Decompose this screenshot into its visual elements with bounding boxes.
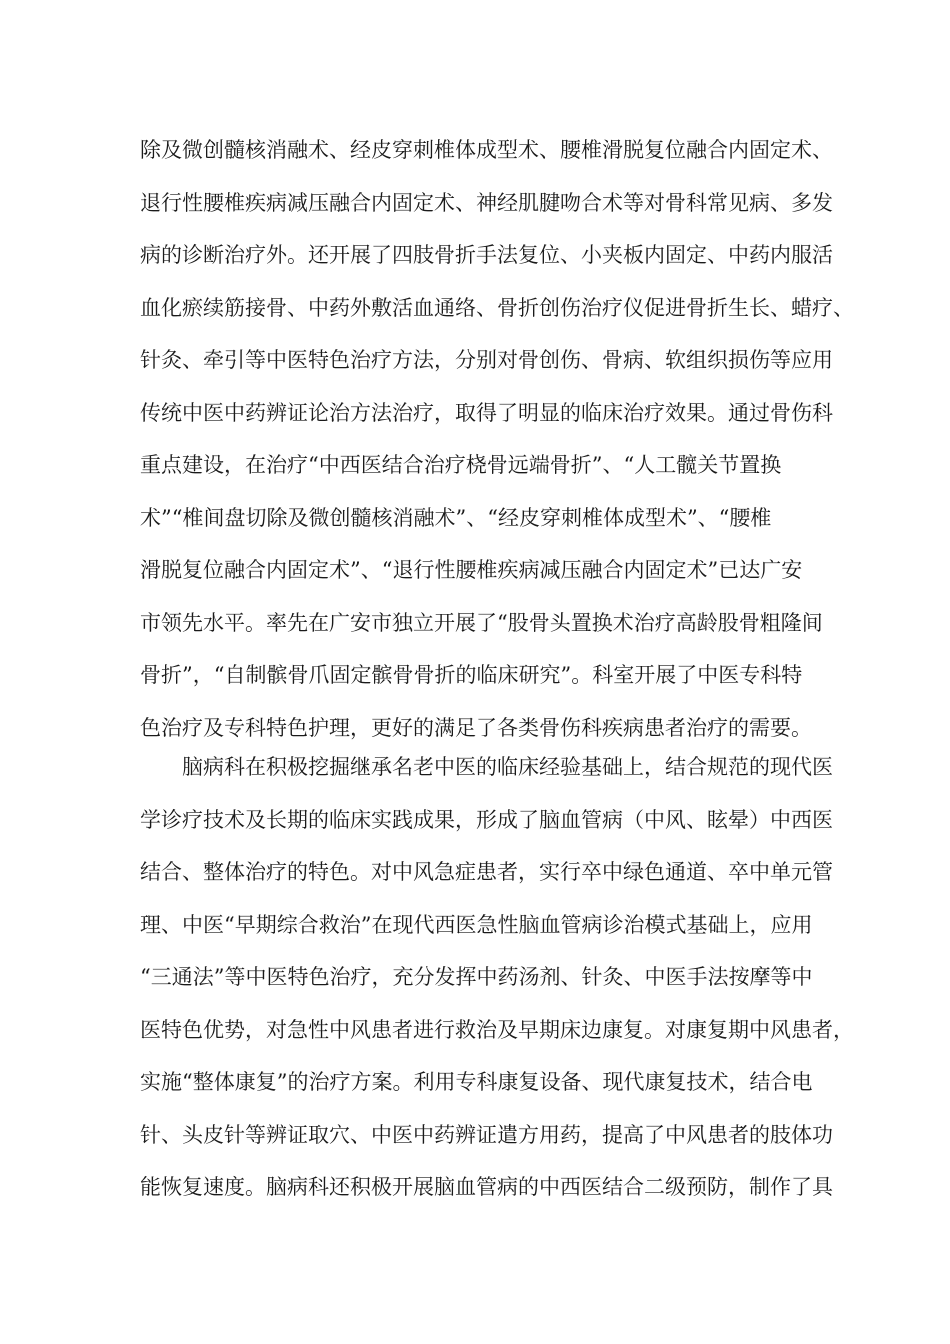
paragraph-orthopedics (140, 124, 854, 754)
text-line: 针、头皮针等辨证取穴、中医中药辨证遣方用药，提高了中风患者的肢体功 (140, 1122, 833, 1147)
text-line: 血化瘀续筋接骨、中药外敷活血通络、骨折创伤治疗仪促进骨折生长、蜡疗、 (140, 295, 854, 320)
text-line-first: 脑病科在积极挖掘继承名老中医的临床经验基础上，结合规范的现代医 (182, 755, 833, 779)
paragraph-neurology (140, 741, 854, 1214)
text-line: 医特色优势，对急性中风患者进行救治及早期床边康复。对康复期中风患者， (140, 1017, 854, 1042)
text-line: 色治疗及专科特色护理，更好的满足了各类骨伤科疾病患者治疗的需要。 (140, 715, 812, 740)
text-line: 理、中医“早期综合救治”在现代西医急性脑血管病诊治模式基础上，应用 (140, 912, 813, 937)
text-line: 实施“整体康复”的治疗方案。利用专科康复设备、现代康复技术，结合电 (140, 1070, 813, 1094)
text-line: 针灸、牵引等中医特色治疗方法，分别对骨创伤、骨病、软组织损伤等应用 (140, 348, 833, 372)
text-line: 退行性腰椎疾病减压融合内固定术、神经肌腱吻合术等对骨科常见病、多发 (140, 190, 833, 215)
text-line: 重点建设，在治疗“中西医结合治疗桡骨远端骨折”、“人工髋关节置换 (140, 453, 782, 477)
text-line: 病的诊断治疗外。还开展了四肢骨折手法复位、小夹板内固定、中药内服活 (140, 243, 833, 267)
text-line: 结合、整体治疗的特色。对中风急症患者，实行卒中绿色通道、卒中单元管 (140, 860, 833, 884)
text-line: 能恢复速度。脑病科还积极开展脑血管病的中西医结合二级预防，制作了具 (140, 1175, 833, 1199)
text-line: 滑脱复位融合内固定术”、“退行性腰椎疾病减压融合内固定术”已达广安 (140, 558, 803, 582)
text-line: 术”“椎间盘切除及微创髓核消融术”、“经皮穿刺椎体成型术”、“腰椎 (140, 505, 772, 530)
text-line: 除及微创髓核消融术、经皮穿刺椎体成型术、腰椎滑脱复位融合内固定术、 (140, 138, 833, 162)
text-line: 市领先水平。率先在广安市独立开展了“股骨头置换术治疗高龄股骨粗隆间 (140, 610, 823, 635)
text-line: “三通法”等中医特色治疗，充分发挥中药汤剂、针灸、中医手法按摩等中 (140, 965, 813, 989)
text-line: 骨折”，“自制髌骨爪固定髌骨骨折的临床研究”。科室开展了中医专科特 (140, 663, 803, 687)
text-line: 学诊疗技术及长期的临床实践成果，形成了脑血管病（中风、眩晕）中西医 (140, 807, 833, 832)
text-line: 传统中医中药辨证论治方法治疗，取得了明显的临床治疗效果。通过骨伤科 (140, 400, 833, 425)
